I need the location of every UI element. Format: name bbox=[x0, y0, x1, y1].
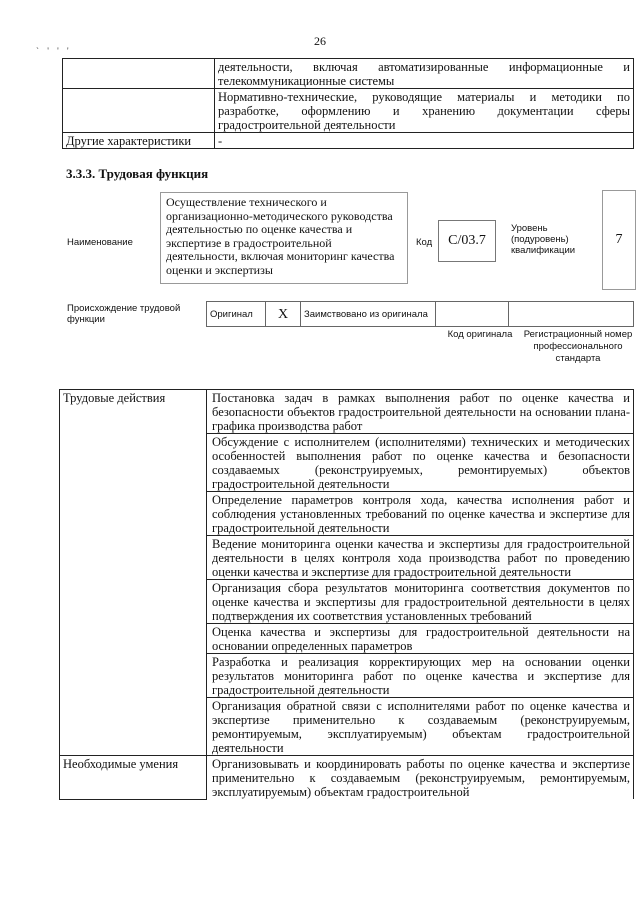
table-cell-label bbox=[63, 59, 215, 89]
scan-specks: ` ' ' ' bbox=[36, 46, 72, 56]
name-label: Наименование bbox=[67, 237, 133, 248]
labor-action: Ведение мониторинга оценки качества и экспертизы для градостроительной деятельности в целях контроля хода производства работ по проведению оценки качества и экспертизе для градостроительной деятельности bbox=[207, 536, 634, 580]
origin-original: Оригинал bbox=[207, 302, 266, 327]
level-label: Уровень (подуровень) квалификации bbox=[511, 223, 576, 256]
labor-action: Организация обратной связи с исполнителями работ по оценке качества и экспертизе применительно к создаваемым (реконструируемым, ремонтируемым, эксплуатируемым) объектам градостроительной деятельности bbox=[207, 698, 634, 756]
origin-reg-cell bbox=[509, 302, 634, 327]
labor-function-table bbox=[59, 389, 634, 800]
function-name-box: Осуществление технического и организационно-методического руководства деятельностью по оценке качества и экспертизе в градостроительной деятельности, включая мониторинг качества оценки и экспертизы bbox=[160, 192, 408, 284]
labor-action: Организация сбора результатов мониторинга соответствия документов по оценке качества и экспертизы для градостроительной деятельности в целях подтверждения их соответствия установленных требований bbox=[207, 580, 634, 624]
caption-code: Код оригинала bbox=[447, 329, 513, 340]
table-cell-text: - bbox=[215, 133, 634, 149]
table-cell-label: Другие характеристики bbox=[63, 133, 215, 149]
origin-borrowed: Заимствовано из оригинала bbox=[301, 302, 436, 327]
page-number: 26 bbox=[314, 34, 326, 48]
section-heading: 3.3.3. Трудовая функция bbox=[66, 166, 209, 181]
table-cell-label bbox=[63, 89, 215, 133]
labor-action: Обсуждение с исполнителем (исполнителями) технических и методических особенностей выполнения работ по оценке качества и безопасности создаваемых (реконструируемых, ремонтируемых) объектов градостроительной деятельности bbox=[207, 434, 634, 492]
group-label: Необходимые умения bbox=[60, 756, 207, 800]
labor-action: Определение параметров контроля хода, качества исполнения работ и соблюдения установленных требований по оценке качества и экспертизе для градостроительной деятельности bbox=[207, 492, 634, 536]
qualification-level-box: 7 bbox=[602, 190, 636, 290]
required-skill: Организовывать и координировать работы по оценке качества и экспертизе применительно к создаваемым (реконструируемым, ремонтируемым, эксплуатируемым) объектам градостроительной bbox=[207, 756, 634, 800]
labor-action: Разработка и реализация корректирующих мер на основании оценки результатов мониторинга работ по оценке качества и экспертизе для градостроительной деятельности bbox=[207, 654, 634, 698]
table-cell-text: деятельности, включая автоматизированные информационные и телекоммуникационные системы bbox=[215, 59, 634, 89]
table-row bbox=[60, 390, 634, 434]
origin-mark: X bbox=[266, 302, 301, 327]
table-row bbox=[63, 133, 634, 149]
table-row bbox=[63, 59, 634, 89]
caption-reg: Регистрационный номер профессионального стандарта bbox=[523, 329, 633, 364]
labor-action: Оценка качества и экспертизы для градостроительной деятельности на основании определенных параметров bbox=[207, 624, 634, 654]
origin-code-cell bbox=[436, 302, 509, 327]
table-row bbox=[60, 756, 634, 800]
labor-action: Постановка задач в рамках выполнения работ по оценке качества и безопасности объектов градостроительной деятельности на основании плана-графика производства работ bbox=[207, 390, 634, 434]
origin-row bbox=[207, 302, 634, 327]
table-cell-text: Нормативно-технические, руководящие материалы и методики по разработке, оформлению и хранению документации сферы градостроительной деятельности bbox=[215, 89, 634, 133]
table-row bbox=[63, 89, 634, 133]
group-label: Трудовые действия bbox=[60, 390, 207, 756]
code-label: Код bbox=[416, 237, 433, 248]
origin-table bbox=[206, 301, 634, 327]
origin-label: Происхождение трудовой функции bbox=[67, 303, 181, 325]
continuation-table bbox=[62, 58, 634, 149]
function-code-box: C/03.7 bbox=[438, 220, 496, 262]
